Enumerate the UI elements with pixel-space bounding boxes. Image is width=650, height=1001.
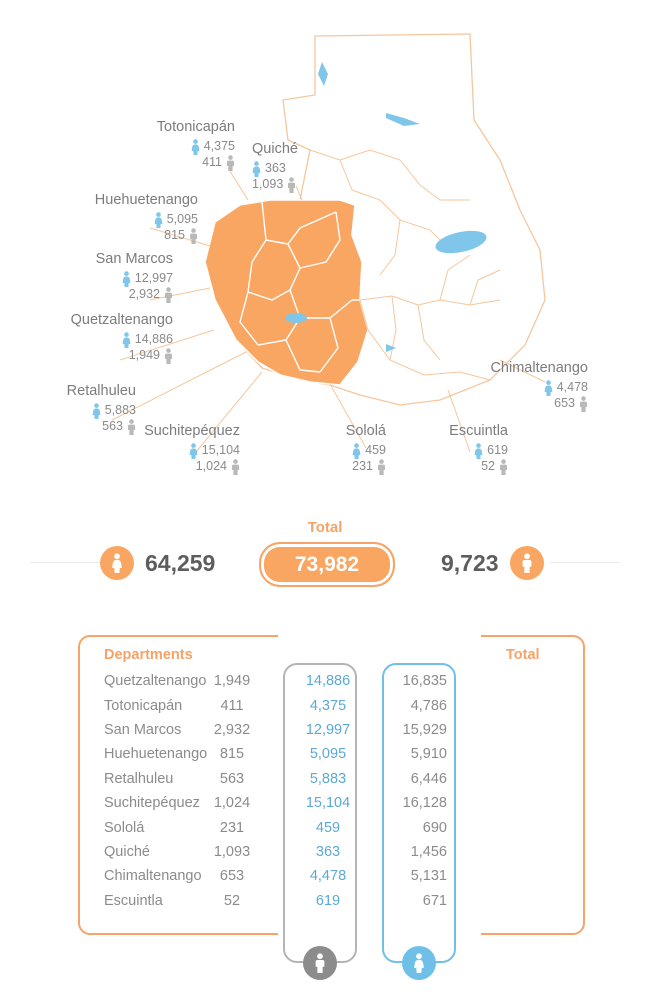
- cell-male: 1,024: [213, 795, 251, 812]
- table-row: [0, 815, 650, 839]
- map-label-solola: Sololá 459 231: [300, 423, 386, 475]
- male-total: [441, 544, 544, 582]
- cell-total: 16,128: [402, 795, 447, 812]
- cell-department: San Marcos: [104, 721, 182, 738]
- table-row: [0, 742, 650, 766]
- male-icon: [510, 546, 544, 580]
- map-male-row: 1,093: [252, 177, 362, 193]
- map-female-row: 619: [408, 443, 508, 459]
- cell-male: 2,932: [213, 721, 251, 738]
- male-icon: [303, 946, 337, 980]
- cell-female: 619: [315, 892, 341, 909]
- table-row: [0, 693, 650, 717]
- total-caption: Total: [307, 519, 343, 536]
- cell-male: 815: [219, 746, 245, 763]
- map-female-row: 5,095: [60, 212, 198, 228]
- map-male-row: 52: [408, 459, 508, 475]
- cell-male: 52: [223, 892, 241, 909]
- cell-total: 15,929: [402, 721, 447, 738]
- male-icon: [579, 396, 588, 412]
- map-label-san-marcos: San Marcos 12,997 2,932: [58, 251, 173, 303]
- map-male-row: 563: [24, 419, 136, 435]
- map-male-row: 2,932: [58, 287, 173, 303]
- map-label-escuintla: Escuintla 619 52: [408, 423, 508, 475]
- cell-female: 5,095: [309, 746, 347, 763]
- cell-department: Suchitepéquez: [104, 795, 200, 812]
- cell-female: 459: [315, 819, 341, 836]
- cell-female: 4,375: [309, 697, 347, 714]
- cell-department: Quiché: [104, 843, 150, 860]
- map-female-row: 4,375: [120, 139, 235, 155]
- cell-male: 653: [219, 868, 245, 885]
- female-icon: [122, 332, 131, 348]
- female-icon: [402, 946, 436, 980]
- map-female-row: 4,478: [460, 380, 588, 396]
- cell-female: 4,478: [309, 868, 347, 885]
- map-female-row: 15,104: [108, 443, 240, 459]
- female-icon: [474, 443, 483, 459]
- cell-total: 1,456: [410, 843, 447, 860]
- table-row: [0, 791, 650, 815]
- male-icon: [226, 155, 235, 171]
- cell-female: 12,997: [305, 721, 351, 738]
- table-rows: [0, 669, 650, 913]
- table-row: [0, 889, 650, 913]
- female-total-value: 64,259: [145, 549, 216, 576]
- female-icon: [154, 212, 163, 228]
- map-male-row: 1,024: [108, 459, 240, 475]
- cell-department: Totonicapán: [104, 697, 183, 714]
- cell-total: 690: [422, 819, 447, 836]
- cell-male: 1,093: [213, 843, 251, 860]
- cell-female: 15,104: [305, 795, 351, 812]
- female-icon: [189, 443, 198, 459]
- cell-female: 363: [315, 843, 341, 860]
- total-header: Total: [506, 647, 540, 663]
- cell-female: 5,883: [309, 770, 347, 787]
- female-icon: [544, 380, 553, 396]
- cell-department: Quetzaltenango: [104, 673, 207, 690]
- male-icon: [287, 177, 296, 193]
- male-icon: [164, 287, 173, 303]
- cell-total: 4,786: [410, 697, 447, 714]
- totals-summary: [0, 510, 650, 635]
- male-icon: [189, 228, 198, 244]
- table-row: [0, 669, 650, 693]
- male-icon: [499, 459, 508, 475]
- female-icon: [191, 139, 200, 155]
- female-icon: [122, 271, 131, 287]
- cell-total: 671: [422, 892, 447, 909]
- cell-department: Chimaltenango: [104, 868, 202, 885]
- map-male-row: 411: [120, 155, 235, 171]
- map-label-totonicapan: Totonicapán 4,375 411: [120, 119, 235, 171]
- cell-total: 5,131: [410, 868, 447, 885]
- table-row: [0, 767, 650, 791]
- cell-department: Retalhuleu: [104, 770, 174, 787]
- map-male-row: 1,949: [30, 348, 173, 364]
- table-row: [0, 718, 650, 742]
- table-row: [0, 840, 650, 864]
- map-male-row: 653: [460, 396, 588, 412]
- map-male-row: 231: [300, 459, 386, 475]
- male-icon: [377, 459, 386, 475]
- map-label-chimaltenango: Chimaltenango 4,478 653: [460, 360, 588, 412]
- female-icon: [252, 161, 261, 177]
- map-female-row: 459: [300, 443, 386, 459]
- map-female-row: 14,886: [30, 332, 173, 348]
- map-male-row: 815: [60, 228, 198, 244]
- male-icon: [164, 348, 173, 364]
- male-icon: [231, 459, 240, 475]
- male-total-value: 9,723: [441, 549, 499, 576]
- map-female-row: 363: [252, 161, 362, 177]
- table-row: [0, 864, 650, 888]
- departments-table: [0, 635, 650, 1001]
- cell-female: 14,886: [305, 673, 351, 690]
- map-label-suchitepequez: Suchitepéquez 15,104 1,024: [108, 423, 240, 475]
- divider-left: [30, 562, 100, 563]
- departments-header: Departments: [104, 647, 193, 663]
- cell-male: 563: [219, 770, 245, 787]
- cell-total: 16,835: [402, 673, 447, 690]
- cell-male: 411: [220, 697, 244, 714]
- cell-department: Huehuetenango: [104, 746, 208, 763]
- cell-total: 5,910: [410, 746, 447, 763]
- female-total: [100, 544, 215, 582]
- cell-male: 1,949: [213, 673, 251, 690]
- female-icon: [92, 403, 101, 419]
- cell-male: 231: [219, 819, 245, 836]
- map-label-quetzaltenango: Quetzaltenango 14,886 1,949: [30, 312, 173, 364]
- cell-department: Sololá: [104, 819, 145, 836]
- female-icon: [100, 546, 134, 580]
- female-icon: [352, 443, 361, 459]
- map-label-quiche: Quiché 363 1,093: [252, 141, 362, 193]
- divider-right: [550, 562, 620, 563]
- map-label-huehuetenango: Huehuetenango 5,095 815: [60, 192, 198, 244]
- map-female-row: 5,883: [24, 403, 136, 419]
- map-female-row: 12,997: [58, 271, 173, 287]
- cell-department: Escuintla: [104, 892, 163, 909]
- cell-total: 6,446: [410, 770, 447, 787]
- grand-total-pill: 73,982: [259, 542, 395, 587]
- map-label-retalhuleu: Retalhuleu 5,883 563: [24, 383, 136, 435]
